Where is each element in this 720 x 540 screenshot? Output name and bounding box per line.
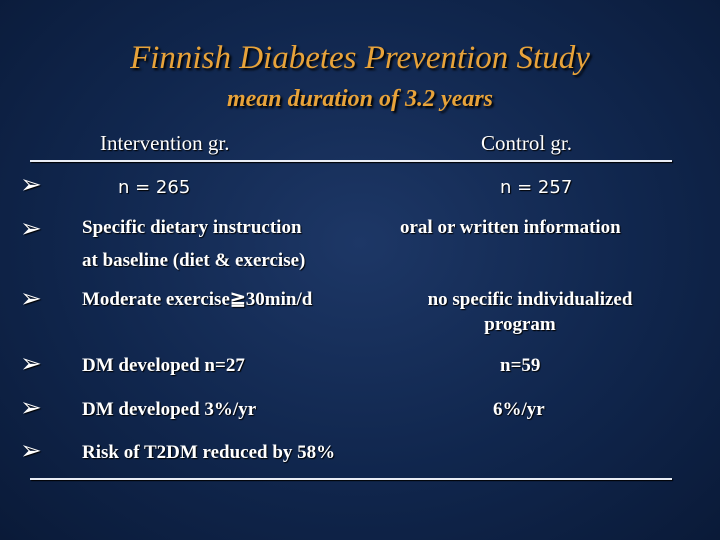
intervention-dm-rate: DM developed 3%/yr [82,399,257,420]
control-dm-count: n=59 [500,355,541,376]
control-dm-rate: 6%/yr [493,399,545,420]
bullet-arrow-icon: ➢ [20,349,42,379]
intervention-exercise: Moderate exercise≧30min/d [82,289,313,310]
bullet-arrow-icon: ➢ [20,436,42,466]
intervention-dietary-instruction-line2: at baseline (diet & exercise) [82,250,306,271]
slide-title: Finnish Diabetes Prevention Study [130,40,590,76]
bullet-arrow-icon: ➢ [20,393,42,423]
intervention-column-header: Intervention gr. [100,131,230,155]
control-program: no specific individualized [427,289,633,310]
intervention-sample-size: n = 265 [118,177,191,198]
control-information: oral or written information [400,217,621,238]
risk-reduction-statement: Risk of T2DM reduced by 58% [82,442,336,463]
intervention-dietary-instruction: Specific dietary instruction [82,217,302,238]
bullet-arrow-icon: ➢ [20,214,42,244]
control-column-header: Control gr. [481,131,573,155]
bullet-arrow-icon: ➢ [20,170,42,200]
top-divider [30,160,672,162]
bullet-arrow-icon: ➢ [20,284,42,314]
bottom-divider [30,478,672,480]
slide-subtitle: mean duration of 3.2 years [226,86,493,112]
control-sample-size: n = 257 [500,177,573,198]
intervention-dm-count: DM developed n=27 [82,355,245,376]
control-program-line2: program [484,314,556,335]
